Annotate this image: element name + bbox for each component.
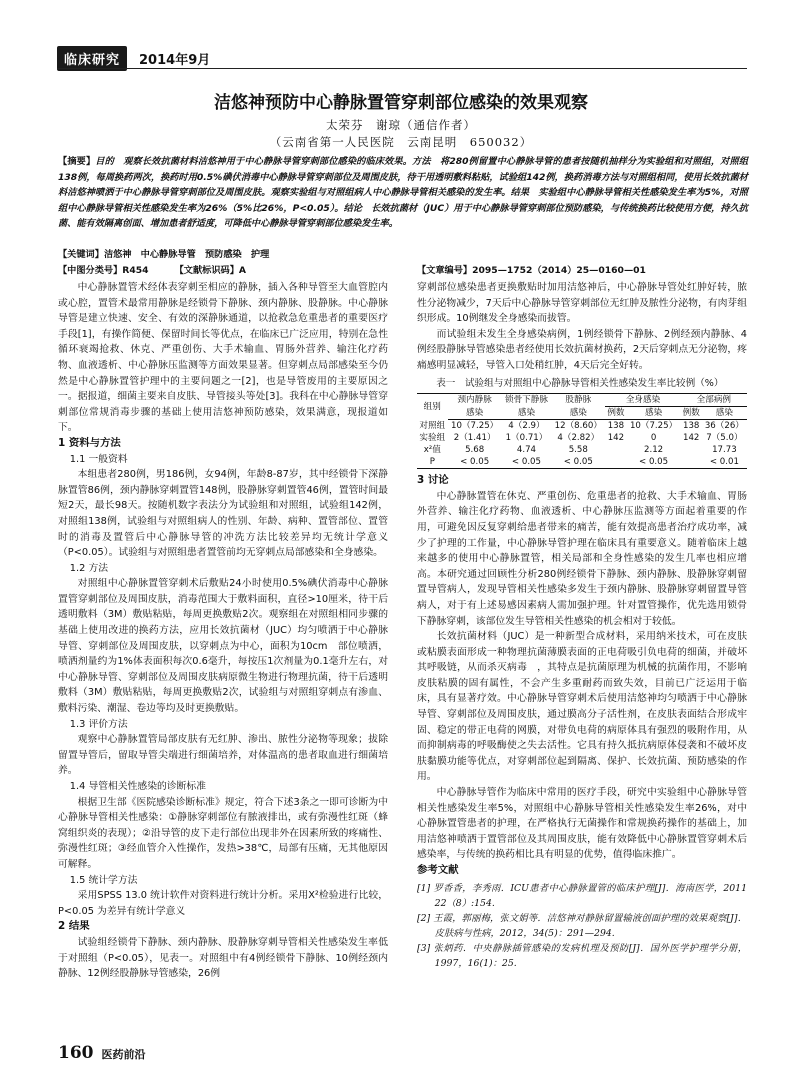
body-paragraph: 穿刺部位感染患者更换敷贴时加用洁悠神后，中心静脉导管处红肿好转，脓性分泌物减少，7天后中心静脉导管穿刺部位无红肿及脓性分泌物，有肉芽组织形成。10例继发全身感染而拔管。 xyxy=(417,282,747,325)
section-heading: 参考文献 xyxy=(417,864,459,876)
article-number: 【文章编号】2095—1752（2014）25—0160—01 xyxy=(417,265,646,276)
table-row-label: 对照组 xyxy=(419,420,446,431)
table-subheader: 感染 xyxy=(502,407,551,420)
table-subheader: 感染 xyxy=(448,407,502,420)
body-paragraph: 本组患者280例，男186例，女94例，年龄8-87岁，其中经锁骨下深静脉置管86例，颈内静脉穿刺置管148例，股静脉穿刺置管46例，置管时间最短2天，最长98天。按随机数字表法分为试验组和对照组，试验组142例，对照组138例，试验组与对照组病人的性别、年龄、病种、置管部位、置管时的消毒及置管后中心静脉导管的冲洗方法比较差异均无统计学意义（P<0.05）。试验组与对照组患者置管前均无穿刺点局部感染和全身感染。 xyxy=(58,469,388,559)
table-row xyxy=(417,432,747,444)
table-cell: < 0.05 xyxy=(448,456,502,469)
table-cell: 5.68 xyxy=(465,445,485,456)
reference-item: [3] 张炳药．中央静脉插管感染的发病机理及预防[J]．国外医学护理学分册，1997，16(1)：25. xyxy=(417,942,747,969)
classification-line xyxy=(58,262,272,276)
table-subheader: 感染 xyxy=(626,407,680,420)
table-cell: 2.12 xyxy=(644,445,664,456)
header-rule xyxy=(57,68,747,69)
table-caption: 表一 试验组与对照组中心静脉导管相关性感染发生率比较例（%） xyxy=(436,377,724,389)
body-paragraph: 采用SPSS 13.0 统计软件对资料进行统计分析。采用X²检验进行比较，P<0.05 为差异有统计学意义 xyxy=(58,890,388,917)
table-subheader: 例数 xyxy=(607,408,625,419)
reference-item: [1] 罗香香，李秀雨．ICU患者中心静脉置管的临床护理[J]．海南医学，2011 22（8）:154. xyxy=(417,882,757,909)
table-row-label: 实验组 xyxy=(419,433,446,444)
keywords-text: 洁悠神 中心静脉导管 预防感染 护理 xyxy=(103,249,270,260)
reference-item: [2] 王霞，郭丽梅，张文娟等．洁悠神对静脉留置输液创面护理的效果观察[J]．皮肤病与性病，2012，34(5)：291—294. xyxy=(417,912,747,939)
results-table-body xyxy=(417,420,747,469)
table-cell: < 0.01 xyxy=(702,456,747,469)
body-paragraph: 观察中心静脉置管局部皮肤有无红肿、渗出、脓性分泌物等现象；拔除留置导管后，留取导管尖端进行细菌培养，对体温高的患者取血进行细菌培养。 xyxy=(58,734,388,777)
table-subheader: 例数 xyxy=(682,408,700,419)
table-cell: 138 xyxy=(683,421,700,432)
section-heading: 1 资料与方法 xyxy=(58,436,121,449)
table-row-label: P xyxy=(417,456,448,469)
right-column-top xyxy=(417,280,747,374)
table-cell: 12（8.60） xyxy=(554,421,602,432)
section-heading: 2 结果 xyxy=(58,920,90,933)
issue-date: 2014年9月 xyxy=(139,53,211,68)
subsection-heading: 1.3 评价方法 xyxy=(69,718,128,730)
table-cell: 17.73 xyxy=(712,445,737,456)
body-paragraph: 长效抗菌材料（JUC）是一种新型合成材料，采用纳米技术，可在皮肤或粘膜表面形成一种物理抗菌薄膜表面的正电荷吸引负电荷的细菌，并破坏其呼吸链，从而杀灭病毒 ，其特点是抗菌原理为机械的抗菌作用，不影响皮肤粘膜的固有属性，不会产生多重耐药而致失效，目前已广泛运用于临床，具有显著疗效。中心静脉导管穿刺术后使用洁悠神均匀喷洒于中心静脉导管、穿刺部位及周围皮肤，通过膜高分子活性剂，在皮肤表面结合形成牢固、稳定的带正电荷的网膜，对带负电荷的病原体具有强烈的吸附作用，从而抑制病毒的呼吸酶使之失去活性。它具有持久抵抗病原体侵袭和不破坏皮肤黏膜功能等优点，对穿刺部位起到隔离、保护、长效抗菌、预防感染的作用。 xyxy=(417,631,747,783)
body-paragraph: 对照组中心静脉置管穿刺术后敷贴24小时使用0.5%碘伏消毒中心静脉置管穿刺部位及周围皮肤，消毒范围大于敷料面积，直径>10厘米，待干后透明敷料（3M）敷贴粘贴，每周更换敷贴2次。观察组在对照组相同步骤的基础上使用改进的换药方法，应用长效抗菌材（JUC）均匀喷洒于中心静脉导管、穿刺部位及周围皮肤，以穿刺点为中心，面积为10cm 部位喷洒，喷洒剂量约为1%体表面积每次0.6毫升，每按压1次剂量为0.1毫升左右，对中心静脉导管、穿刺部位及周围皮肤病原微生物进行物理抗菌，待干后透明敷料（3M）敷贴粘贴，每周更换敷贴2次，试验组与对照组穿刺点有渗血、敷料污染、潮湿、卷边等均及时更换敷贴。 xyxy=(58,578,388,715)
table-cell: 36（26） xyxy=(704,421,744,432)
table-header-femoral: 股静脉 xyxy=(551,394,605,407)
table-cell: 0 xyxy=(650,433,657,444)
doc-code: 【文献标识码】A xyxy=(174,265,247,276)
section-badge: 临床研究 xyxy=(57,46,127,71)
journal-name: 医药前沿 xyxy=(101,1048,146,1061)
subsection-heading: 1.1 一般资料 xyxy=(69,453,128,465)
body-paragraph: 根据卫生部《医院感染诊断标准》规定，符合下述3条之一即可诊断为中心静脉导管相关性感染：①静脉穿刺部位有脓液排出，或有弥漫性红斑（蜂窝组织炎的表现）；②沿导管的皮下走行部位出现非外在因素所致的疼痛性、弥漫性红斑；③经血管介入性操作，发热>38℃，局部有压痛，无其他原因可解释。 xyxy=(58,796,388,870)
table-cell: 4（2.9） xyxy=(508,421,545,432)
abstract-text: 目的 观察长效抗菌材料洁悠神用于中心静脉导管穿刺部位感染的临床效果。方法 将280例留置中心静脉导管的患者按随机抽样分为实验组和对照组，对照组138例，每周换药两次，换药时用0.5%碘伏消毒中心静脉导管穿刺部位及周围皮肤，待干用透明敷料粘贴，试验组142例，换药消毒方法与对照组相同，使用长效抗菌材料洁悠神喷洒于中心静脉导管穿刺部位及周围皮肤。观察实验组与对照组病人中心静脉导管相关感染的发生率。结果 实验组中心静脉导管相关性感染发生率为5%，对照组中心静脉导管相关性感染发生率为26%（5%比26%，P<0.05）。结论 长效抗菌材（JUC）用于中心静脉导管穿刺部位预防感染，与传统换药比较使用方便，持久抗菌、能有效隔离创面、增加患者舒适度，可降低中心静脉导管穿刺部位感染发生率。 xyxy=(58,156,749,229)
table-cell: 4.74 xyxy=(516,445,537,456)
subsection-heading: 1.4 导管相关性感染的诊断标准 xyxy=(69,781,207,792)
table-row xyxy=(417,444,747,456)
article-title: 洁悠神预防中心静脉置管穿刺部位感染的效果观察 xyxy=(214,93,588,113)
keywords-label: 【关键词】 xyxy=(58,249,104,260)
abstract-label: 【摘要】 xyxy=(58,156,96,167)
references-list xyxy=(417,881,757,971)
keywords xyxy=(58,246,748,260)
table-cell: 142 xyxy=(607,433,625,444)
table-row xyxy=(417,420,747,433)
table-header-jugular: 颈内静脉 xyxy=(448,394,502,407)
body-paragraph: 而试验组未发生全身感染病例，1例经锁骨下静脉、2例经颈内静脉、4例经股静脉导管感染患者经使用长效抗菌材换药，2天后穿刺点无分泌物，疼痛感明显减轻，导管入口处稍红肿，4天后完全好转。 xyxy=(417,328,747,371)
right-column-bottom xyxy=(417,473,747,878)
article-affiliation: （云南省第一人民医院 云南昆明 650032） xyxy=(269,135,533,149)
page-number: 160 xyxy=(58,1043,94,1063)
results-table xyxy=(417,393,747,469)
results-table-block xyxy=(417,376,747,470)
page-footer xyxy=(58,1043,146,1063)
table-cell: 7（5.0） xyxy=(706,433,743,444)
section-heading: 3 讨论 xyxy=(417,474,449,487)
body-paragraph: 中心静脉置管术经体表穿刺至相应的静脉，插入各种导管至大血管腔内或心腔，置管术最常用静脉是经锁骨下静脉、颈内静脉、股静脉。中心静脉导管是建立快速、安全、有效的深静脉通道，以抢救急危重患者的重要医疗手段[1]，有操作简便、保留时间长等优点，在临床已广泛应用，特别在急性循环衰竭抢救、休克、严重创伤、大手术输血、胃肠外营养、输注化疗药物、血液透析、中心静脉压监测等方面效果显著。但穿刺点局部感染至今仍然是中心静脉置管护理中的主要问题之一[2]，也是导管废用的主要原因之一。据报道，细菌主要来自皮肤、导管接头等处[3]。我科在中心静脉导管穿刺部位常规消毒步骤的基础上使用洁悠神预防感染，效果满意，现报道如下。 xyxy=(58,282,388,434)
table-cell xyxy=(681,456,702,469)
subsection-heading: 1.2 方法 xyxy=(69,562,109,574)
table-row-label: x²值 xyxy=(423,445,441,456)
table-cell xyxy=(681,444,702,456)
article-authors: 太荣芬 谢琼（通信作者） xyxy=(326,118,476,132)
right-column xyxy=(417,280,757,971)
table-subheader: 感染 xyxy=(551,407,605,420)
left-column xyxy=(58,280,388,982)
table-cell: 10（7.25） xyxy=(451,421,499,432)
table-subheader: 感染 xyxy=(702,407,747,420)
body-paragraph: 中心静脉导管作为临床中常用的医疗手段，研究中实验组中心静脉导管相关性感染发生率5%，对照组中心静脉导管相关性感染发生率26%，对中心静脉置管患者的护理，在严格执行无菌操作和常规换药操作的基础上，加用洁悠神喷洒于置管部位及其周围皮肤，能有效降低中心静脉置管穿刺术后感染率，与传统的换药相比具有明显的优势，值得临床推广。 xyxy=(417,787,747,861)
table-cell: 138 xyxy=(607,421,625,432)
table-cell: < 0.05 xyxy=(551,456,605,469)
table-header-total: 全部病例 xyxy=(681,394,747,407)
table-cell: 142 xyxy=(683,433,700,444)
table-cell: 4（2.82） xyxy=(557,433,600,444)
table-cell xyxy=(605,456,626,469)
table-cell xyxy=(605,444,626,456)
table-header-systemic: 全身感染 xyxy=(605,394,680,407)
table-cell: 1（0.71） xyxy=(505,433,548,444)
table-cell: 10（7.25） xyxy=(629,421,678,432)
table-header-subclavian: 锁骨下静脉 xyxy=(502,394,551,407)
clc-number: 【中图分类号】R454 xyxy=(58,265,149,276)
table-cell: < 0.05 xyxy=(502,456,551,469)
body-paragraph: 试验组经锁骨下静脉、颈内静脉、股静脉穿刺导管相关性感染发生率低于对照组（P<0.05），见表一。对照组中有4例经锁骨下静脉、10例经颈内静脉、12例经股静脉导管感染，26例 xyxy=(58,936,388,980)
table-row xyxy=(417,456,747,469)
subsection-heading: 1.5 统计学方法 xyxy=(69,874,138,886)
table-cell: 5.58 xyxy=(568,445,588,456)
table-header-group: 组别 xyxy=(417,394,448,420)
table-cell: < 0.05 xyxy=(626,456,680,469)
abstract xyxy=(58,154,748,232)
body-paragraph: 中心静脉置管在休克、严重创伤、危重患者的抢救、大手术输血、胃肠外营养、输注化疗药物、血液透析、中心静脉压监测等方面起着重要的作用，可避免因反复穿刺给患者带来的痛苦，能有效提高患者治疗成功率，减少了护理的工作量，中心静脉导管护理在临床具有重要意义。随着临床上越来越多的使用中心静脉置管，相关局部和全身性感染的发生几率也相应增高。本研究通过回顾性分析280例经锁骨下静脉、颈内静脉、股静脉穿刺留置导管病人，发现导管相关性感染多发生于颈内静脉、股静脉穿刺留置导管病人，对于有上述易感因素病人需加强护理。针对置管操作，优先选用锁骨下静脉穿刺，该部位发生导管相关性感染的机会相对于较低。 xyxy=(417,490,747,627)
table-cell: 2（1.41） xyxy=(453,433,496,444)
